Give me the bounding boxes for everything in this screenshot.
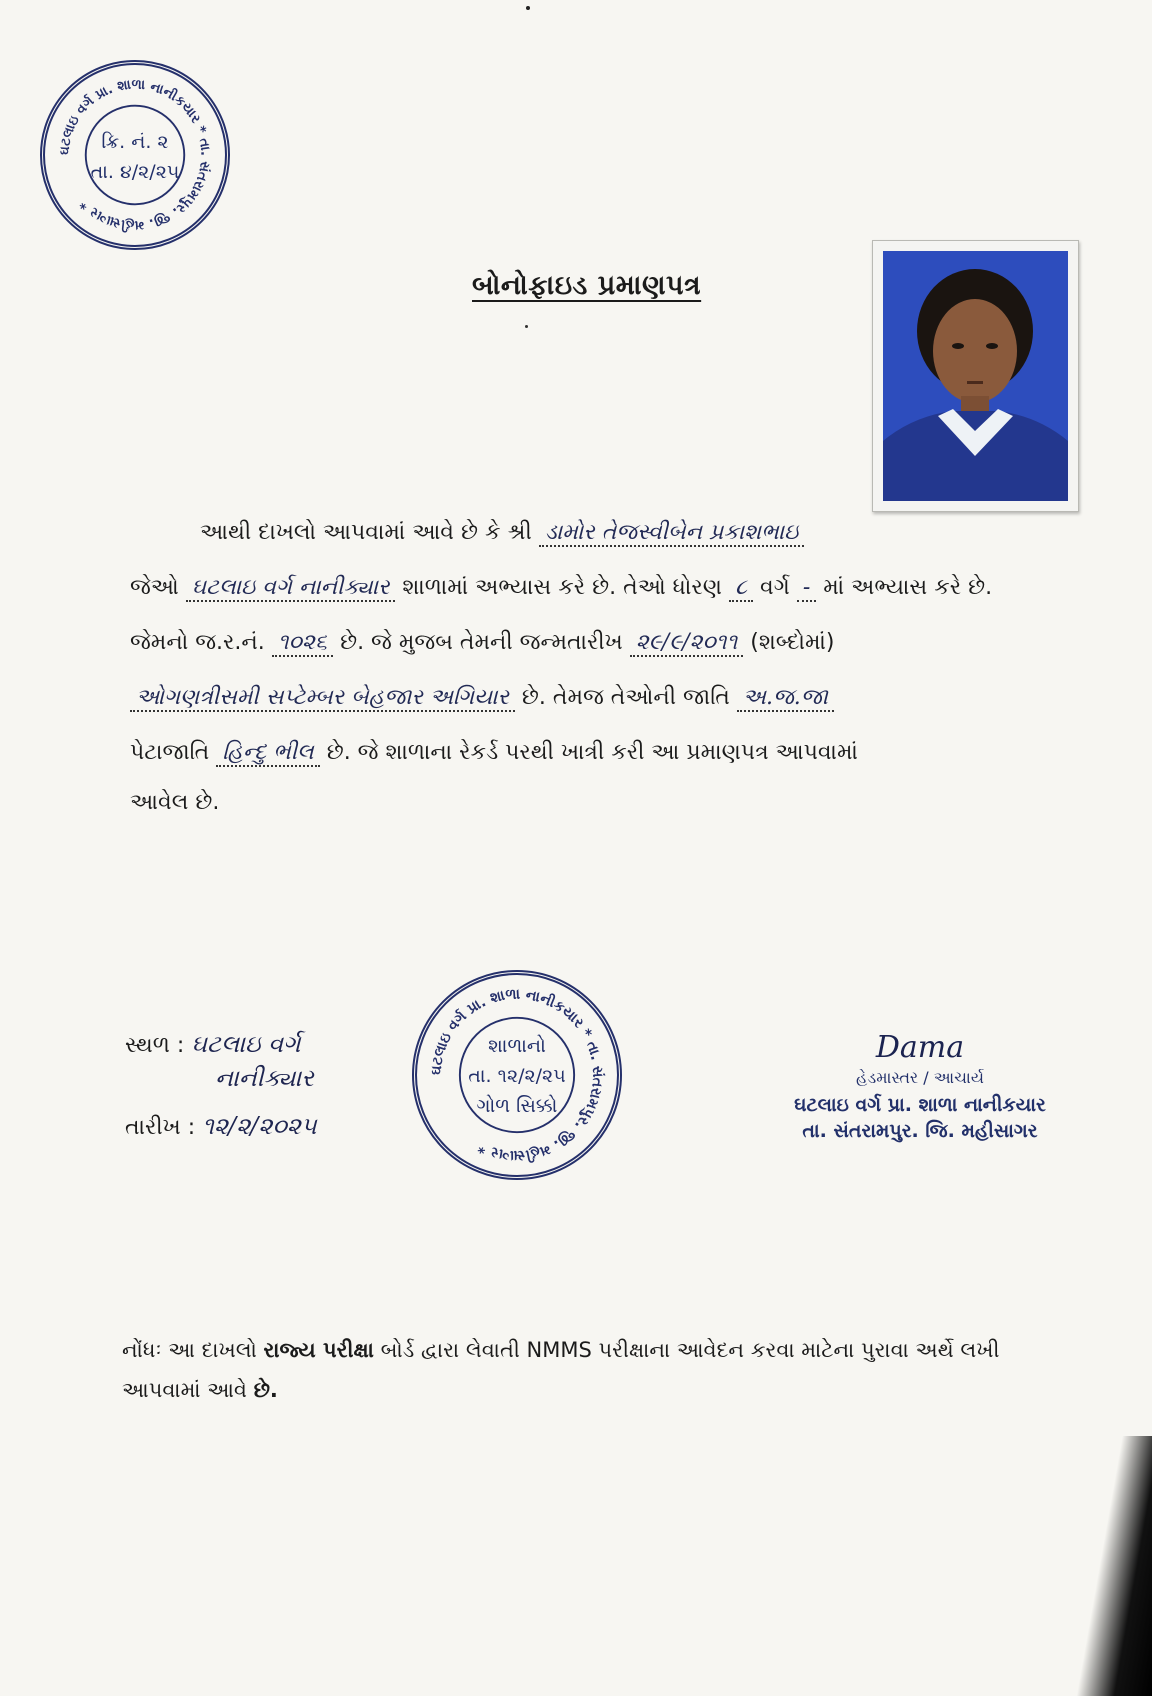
seal-round-label: ગોળ સિક્કો xyxy=(476,1095,558,1117)
body-line-5 xyxy=(130,740,1080,765)
place-label: સ્થળ : xyxy=(125,1033,185,1058)
ink-dot xyxy=(525,325,528,328)
body-line-3 xyxy=(130,630,1080,655)
date-label: તારીખ : xyxy=(125,1115,196,1140)
footnote xyxy=(122,1330,1022,1410)
date-row xyxy=(125,1112,317,1152)
student-photo xyxy=(883,251,1068,501)
line4-middle: છે. તેમજ તેઓની જાતિ xyxy=(521,685,730,710)
ink-dot xyxy=(526,6,530,10)
note-bold-2: છે. xyxy=(253,1378,278,1402)
body-line-1 xyxy=(200,520,1150,545)
caste-value: અ.જ.જા xyxy=(737,685,834,712)
birth-date-in-words: ઓગણત્રીસમી સપ્ટેમ્બર બેહજાર અગિયાર xyxy=(130,685,515,712)
seal-ring-text xyxy=(45,65,225,245)
seal-serial: ક્રિ. નં. ૨ xyxy=(101,131,169,153)
varg-label: વર્ગ xyxy=(760,575,790,600)
line3-prefix: જેમનો જ.ર.નં. xyxy=(130,630,265,655)
sub-caste-value: હિન્દુ ભીલ xyxy=(216,740,319,767)
svg-text:ઘટલાઇ વર્ગ પ્રા. શાળા નાનીકયાર: ઘટલાઇ વર્ગ પ્રા. શાળા નાનીકયાર * તા. સંતરામપુર. જી. મહીસાગર * xyxy=(428,986,606,1164)
body-line-4 xyxy=(130,685,1080,710)
signatory-taluka: તા. સંતરામપુર. જિ. મહીસાગર xyxy=(802,1120,1038,1142)
line2-prefix: જેઓ xyxy=(130,575,179,600)
signatory-role: હેડમાસ્તર / આચાર્ય xyxy=(856,1068,984,1087)
body-line-6 xyxy=(130,790,1080,815)
seal-date: તા. ૪/૨/૨૫ xyxy=(90,161,180,183)
standard-value: ૮ xyxy=(729,575,753,602)
line3-middle: છે. જે મુજબ તેમની જન્મતારીખ xyxy=(340,630,623,655)
place-date-block xyxy=(125,1030,317,1160)
seal-school-label: શાળાનો xyxy=(488,1035,546,1057)
body-line-2 xyxy=(130,575,1080,600)
note-middle: બોર્ડ દ્વારા લેવાતી NMMS પરીક્ષાના આવેદન કરવા માટેના પુરાવા અર્થે લખી xyxy=(380,1338,1000,1362)
seal-date: તા. ૧૨/૨/૨૫ xyxy=(468,1065,566,1087)
division-value: - xyxy=(797,575,816,602)
note-prefix: નોંધઃ આ દાખલો xyxy=(122,1338,257,1362)
signatory-school: ઘટલાઇ વર્ગ પ્રા. શાળા નાનીકયાર xyxy=(794,1094,1046,1116)
date-value: ૧૨/૨/૨૦૨૫ xyxy=(202,1112,317,1140)
line3-suffix: (શબ્દોમાં) xyxy=(750,630,835,655)
place-value-2: નાનીક્યાર xyxy=(215,1064,314,1092)
school-seal-bottom xyxy=(412,970,622,1180)
student-photo-frame xyxy=(872,240,1079,512)
line2-suffix: માં અભ્યાસ કરે છે. xyxy=(823,575,993,600)
place-value: ઘટલાઇ વર્ગ xyxy=(191,1030,301,1058)
line2-middle: શાળામાં અભ્યાસ કરે છે. તેઓ ધોરણ xyxy=(402,575,722,600)
scan-shadow xyxy=(1072,1436,1152,1696)
certificate-title: બોનોફાઇડ પ્રમાણપત્ર xyxy=(472,270,702,301)
signature: Dama xyxy=(875,1030,965,1065)
place-row-2 xyxy=(215,1064,317,1104)
note-bold-1: રાજ્ય પરીક્ષા xyxy=(263,1338,374,1362)
school-seal-top xyxy=(40,60,230,250)
line5-prefix: પેટાજાતિ xyxy=(130,740,210,765)
line6-text: આવેલ છે. xyxy=(130,790,220,815)
note-line-2: આપવામાં આવે xyxy=(122,1378,248,1402)
register-number: ૧૦૨૬ xyxy=(272,630,333,657)
birth-date: ૨૯/૯/૨૦૧૧ xyxy=(630,630,744,657)
school-name: ઘટલાઇ વર્ગ નાનીક્યાર xyxy=(186,575,396,602)
line5-suffix: છે. જે શાળાના રેકર્ડ પરથી ખાત્રી કરી આ પ્રમાણપત્ર આપવામાં xyxy=(326,740,858,765)
student-name: ડામોર તેજસ્વીબેન પ્રકાશભાઇ xyxy=(539,520,805,547)
line1-prefix: આથી દાખલો આપવામાં આવે છે કે શ્રી xyxy=(200,520,532,545)
headmaster-signature-block xyxy=(760,1030,1080,1142)
svg-text:ઘટલાઇ વર્ગ પ્રા. શાળા નાનીકયાર: ઘટલાઇ વર્ગ પ્રા. શાળા નાનીકયાર * તા. સંતરામપુર. જી. મહીસાગર * xyxy=(57,77,213,233)
